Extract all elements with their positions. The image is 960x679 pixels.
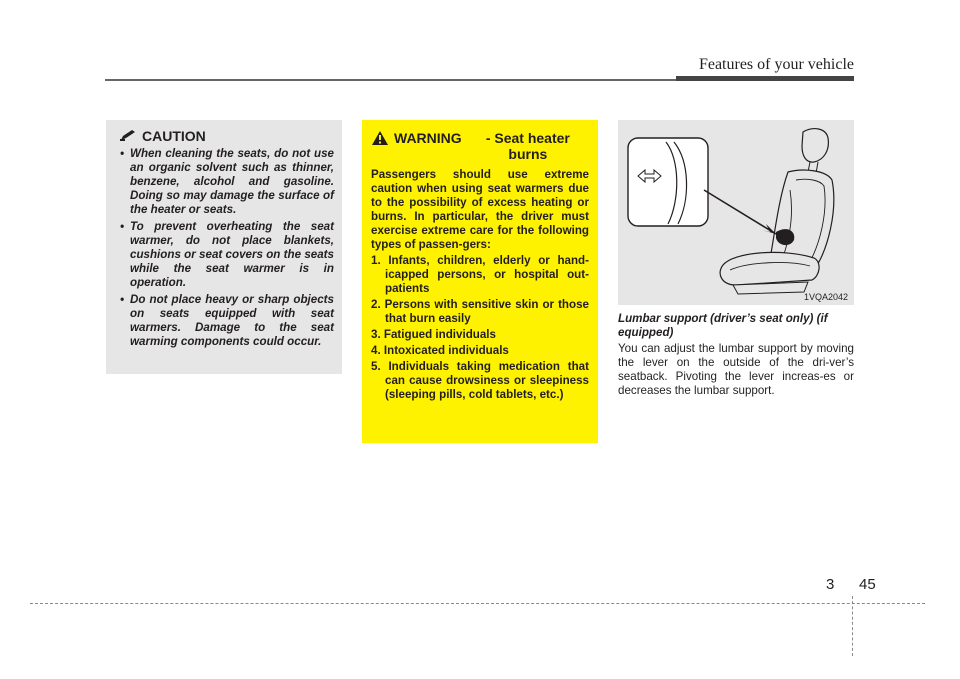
warning-triangle-icon (371, 130, 389, 149)
page-header-title: Features of your vehicle (698, 56, 854, 73)
warning-label: WARNING (394, 130, 462, 146)
warning-subtitle: - Seat heater burns (485, 130, 570, 162)
warning-item: 2. Persons with sensitive skin or those that burn easily (371, 298, 589, 325)
page-number: 45 (859, 576, 876, 593)
warning-item: 3. Fatigued individuals (371, 328, 496, 341)
caution-item: • Do not place heavy or sharp objects on seats equipped with seat warmers. Damage to the seat warming components could occur. (120, 293, 334, 349)
lumbar-body: You can adjust the lumbar support by moving the lever on the outside of the dri-ver’s seatback. Pivoting the lever increas-es or decreases the lumbar support. (618, 342, 854, 397)
footer-divider (852, 596, 853, 656)
caution-box (106, 120, 342, 374)
warning-heading (371, 130, 589, 162)
chapter-number: 3 (826, 576, 835, 593)
warning-item: 4. Intoxicated individuals (371, 344, 509, 357)
seat-drawing (618, 120, 854, 305)
warning-body: Passengers should use extreme caution when using seat warmers due to the possibility of excess heating or burns. In particular, the driver must exercise extreme care for the following types of passen-gers: (371, 168, 589, 251)
lumbar-title: Lumbar support (driver’s seat only) (if equipped) (618, 312, 828, 339)
caution-label: CAUTION (142, 128, 206, 144)
pencil-icon (120, 128, 136, 144)
caution-list (120, 147, 334, 349)
warning-item: 5. Individuals taking medication that can cause drowsiness or sleepiness (sleeping pills, cold tablets, etc.) (371, 360, 589, 401)
caution-heading (120, 128, 334, 144)
seat-illustration (618, 120, 854, 305)
caution-item: • To prevent overheating the seat warmer, do not place blankets, cushions or seat covers on the seats while the seat warmer is in operation. (120, 220, 334, 290)
warning-list (371, 254, 589, 402)
warning-item: 1. Infants, children, elderly or hand-icapped persons, or hospital out-patients (371, 254, 589, 295)
warning-box (362, 120, 598, 443)
caution-item: • When cleaning the seats, do not use an organic solvent such as thinner, benzene, alcohol and gasoline. Doing so may damage the surface of the heater or seats. (120, 147, 334, 217)
figure-code: 1VQA2042 (803, 292, 848, 302)
footer-rule (30, 603, 925, 604)
header-rule-accent (676, 76, 854, 81)
